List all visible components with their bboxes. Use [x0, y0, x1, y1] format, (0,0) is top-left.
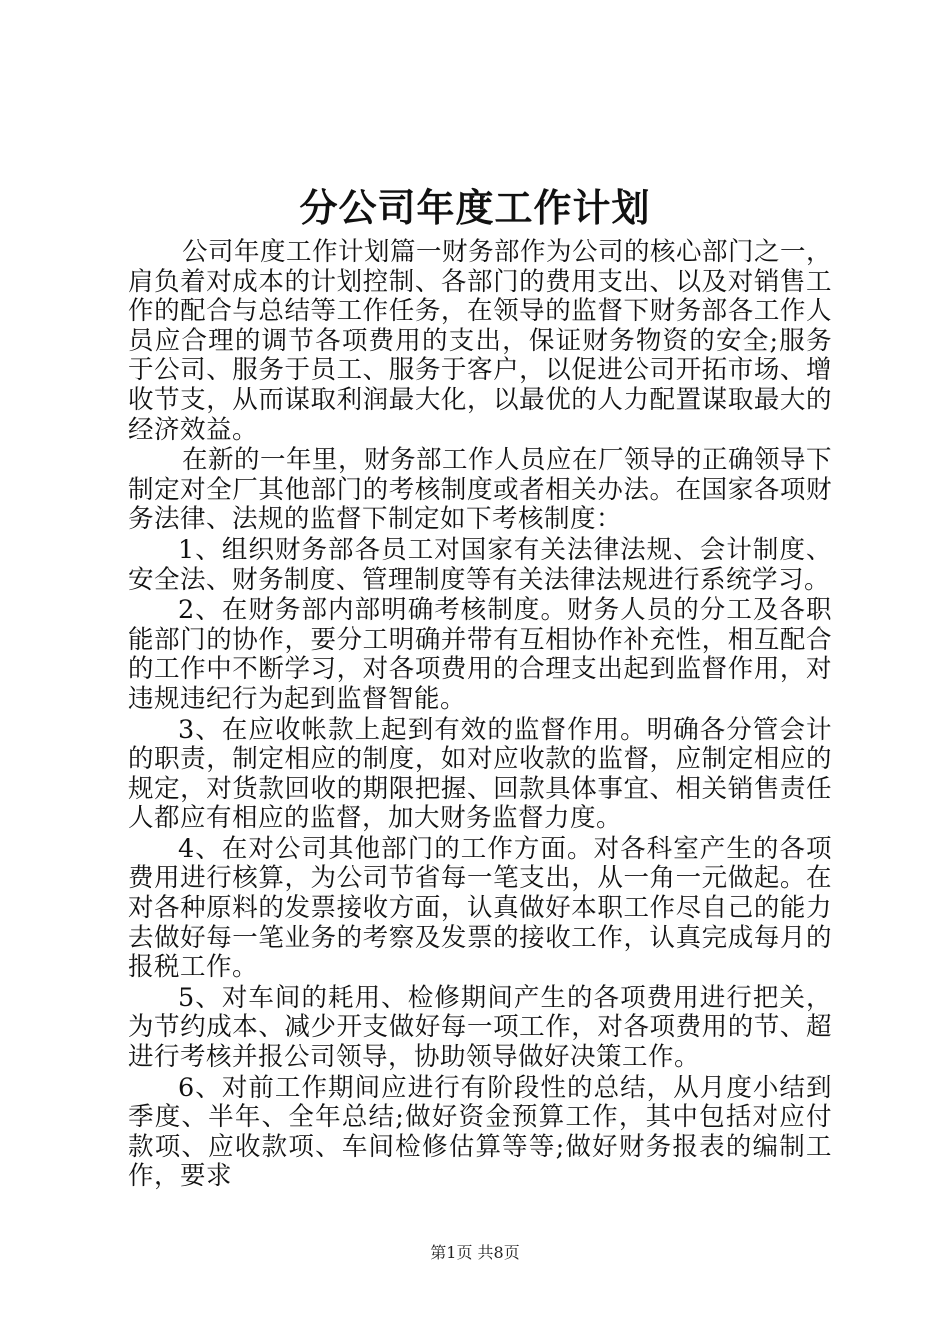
page-footer: 第1页 共8页	[430, 1243, 520, 1262]
list-item-2: 2、在财务部内部明确考核制度。财务人员的分工及各职能部门的协作，要分工明确并带有互相协作补充性，相互配合的工作中不断学习，对各项费用的合理支出起到监督作用，对违规违纪行为起到监督智能。	[128, 595, 832, 714]
list-item-1: 1、组织财务部各员工对国家有关法律法规、会计制度、安全法、财务制度、管理制度等有关法律法规进行系统学习。	[128, 534, 832, 595]
list-item-3: 3、在应收帐款上起到有效的监督作用。明确各分管会计的职责，制定相应的制度，如对应收款的监督，应制定相应的规定，对货款回收的期限把握、回款具体事宜、相关销售责任人都应有相应的监督，加大财务监督力度。	[128, 714, 832, 834]
list-item-6: 6、对前工作期间应进行有阶段性的总结，从月度小结到季度、半年、全年总结;做好资金预算工作，其中包括对应付款项、应收款项、车间检修估算等等;做好财务报表的编制工作，要求	[128, 1072, 832, 1192]
list-item-5: 5、对车间的耗用、检修期间产生的各项费用进行把关，为节约成本、减少开支做好每一项工作，对各项费用的节、超进行考核并报公司领导，协助领导做好决策工作。	[128, 982, 832, 1073]
paragraph-intro: 公司年度工作计划篇一财务部作为公司的核心部门之一，肩负着对成本的计划控制、各部门的费用支出、以及对销售工作的配合与总结等工作任务，在领导的监督下财务部各工作人员应合理的调节各项费用的支出，保证财务物资的安全;服务于公司、服务于员工、服务于客户，以促进公司开拓市场、增收节支，从而谋取利润最大化，以最优的人力配置谋取最大的经济效益。	[128, 237, 833, 445]
paragraph-new-year: 在新的一年里，财务部工作人员应在厂领导的正确领导下制定对全厂其他部门的考核制度或者相关办法。在国家各项财务法律、法规的监督下制定如下考核制度：	[128, 445, 833, 535]
list-item-4: 4、在对公司其他部门的工作方面。对各科室产生的各项费用进行核算，为公司节省每一笔支出，从一角一元做起。在对各种原料的发票接收方面，认真做好本职工作尽自己的能力去做好每一笔业务的考察及发票的接收工作，认真完成每月的报税工作。	[128, 833, 832, 983]
document-title: 分公司年度工作计划	[299, 185, 651, 230]
document-body	[128, 238, 832, 1192]
